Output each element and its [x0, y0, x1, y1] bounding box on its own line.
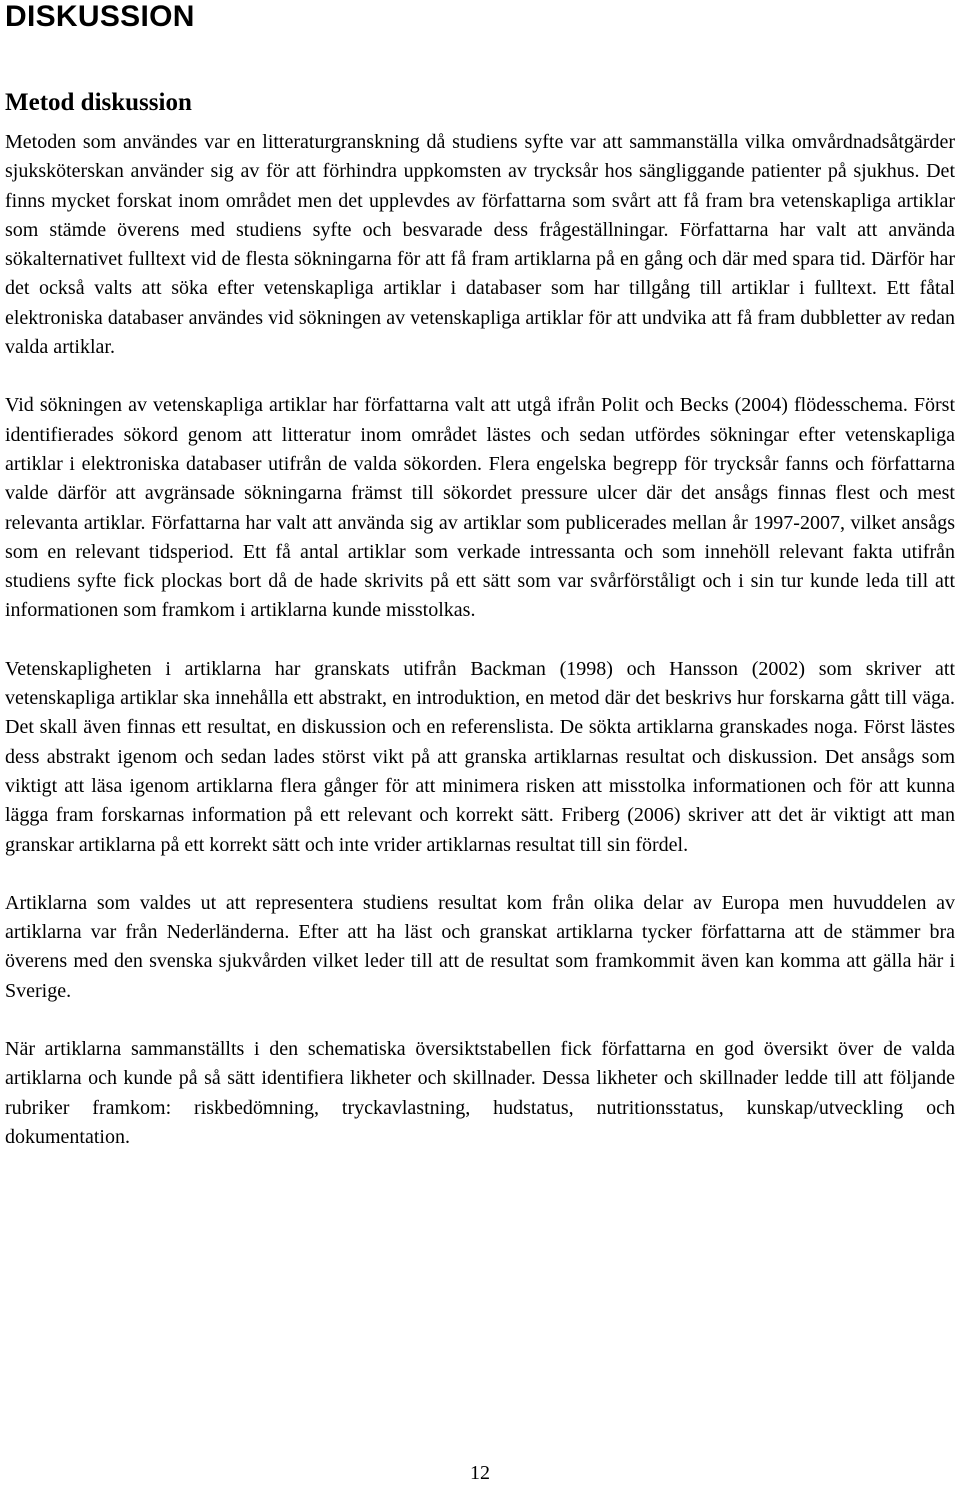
- paragraph-search-process: Vid sökningen av vetenskapliga artiklar har författarna valt att utgå ifrån Polit och Becks (2004) flödesschema. Först identifierades sökord genom att litteratur inom området lästes och sedan utfördes sökningar efter vetenskapliga artiklar i elektroniska databaser utifrån de valda sökorden. Flera engelska begrepp för trycksår fanns och författarna valde därför att avgränsade sökningarna främst till sökordet pressure ulcer där det ansågs finnas flest och mest relevanta artiklar. Författarna har valt att använda sig av artiklar som publicerades mellan år 1997-2007, vilket ansågs som en relevant tidsperiod. Ett få antal artiklar som verkade intressanta och som innehöll relevant fakta utifrån studiens syfte fick plockas bort då de hade skrivits på ett sätt som var svårförståligt och i sin tur kunde leda till att informationen som framkom i artiklarna kunde misstolkas.: [5, 394, 955, 622]
- paragraph-article-review: Vetenskapligheten i artiklarna har granskats utifrån Backman (1998) och Hansson (2002) som skriver att vetenskapliga artiklar ska innehålla ett abstrakt, en introduktion, en metod där det beskrivs hur forskarna gått till väga. Det skall även finnas ett resultat, en diskussion och en referenslista. De sökta artiklarna granskades noga. Först lästes dess abstrakt igenom och sedan lades störst vikt på att granska artiklarnas resultat och diskussion. Det ansågs som viktigt att läsa igenom artiklarna flera gånger för att minimera risken att misstolka informationen och för att kunna lägga fram forskarnas information på ett relevant och korrekt sätt. Friberg (2006) skriver att det är viktigt att man granskar artiklarna på ett korrekt sätt och inte vrider artiklarnas resultat till sin fördel.: [5, 657, 955, 856]
- section-title: Metod diskussion: [5, 89, 192, 116]
- paragraph-article-origin: Artiklarna som valdes ut att representera studiens resultat kom från olika delar av Europa men huvuddelen av artiklarna var från Nederländerna. Efter att ha läst och granskat artiklarna tycker författarna att de stämmer bra överens med den svenska sjukvården vilket leder till att de resultat som framkommit även kan komma att gälla här i Sverige.: [5, 891, 955, 1002]
- paragraph-synthesis: När artiklarna sammanställts i den schematiska översiktstabellen fick författarna en god översikt över de valda artiklarna och kunde på så sätt identifiera likheter och skillnader. Dessa likheter och skillnader ledde till att följande rubriker framkom: riskbedömning, tryckavlastning, hudstatus, nutritionsstatus, kunskap/utveckling och dokumentation.: [5, 1038, 955, 1148]
- paragraph-method-choice: Metoden som användes var en litteraturgranskning då studiens syfte var att sammanställa vilka omvårdnadsåtgärder sjuksköterskan använder sig av för att förhindra uppkomsten av trycksår hos sängliggande patienter på sjukhus. Det finns mycket forskat inom området men det upplevdes av författarna som svårt att få fram bra vetenskapliga artiklar som stämde överens med studiens syfte och besvarade dess frågeställningar. Författarna har valt att använda sökalternativet fulltext vid de flesta sökningarna för att få fram artiklarna på en gång och där med spara tid. Därför har det också valts att söka efter vetenskapliga artiklar i databaser som har tillgång till artiklar i fulltext. Ett fåtal elektroniska databaser användes vid sökningen av vetenskapliga artiklar för att undvika att få fram dubbletter av redan valda artiklar.: [5, 131, 955, 359]
- page-number: 12: [470, 1462, 490, 1484]
- document-page: [5, 0, 955, 1152]
- chapter-title: DISKUSSION: [5, 0, 195, 33]
